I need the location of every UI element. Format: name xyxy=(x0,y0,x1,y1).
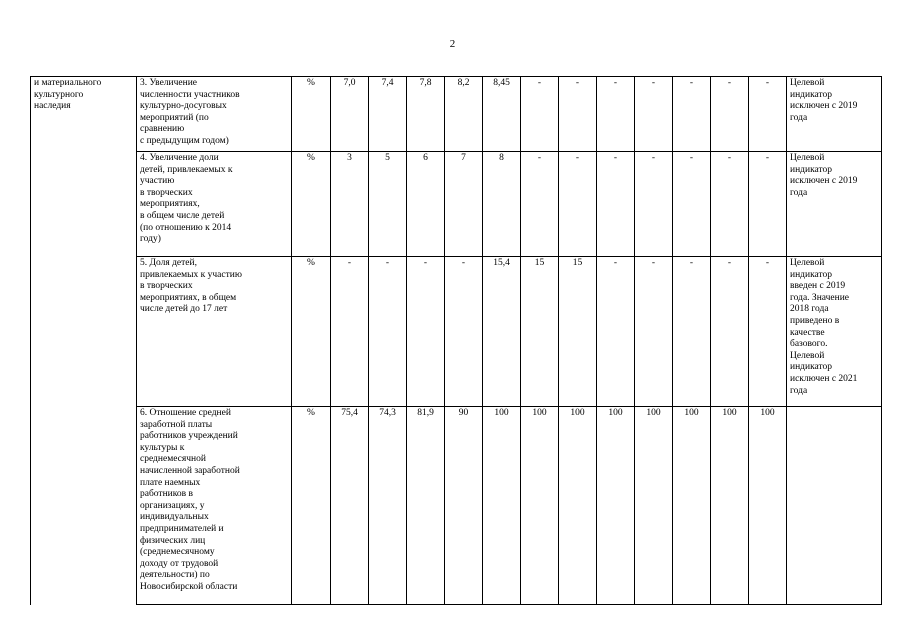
value-cell: 100 xyxy=(749,407,787,605)
value-cell: 100 xyxy=(597,407,635,605)
value-cell: 100 xyxy=(711,407,749,605)
table-row xyxy=(31,257,882,407)
value-cell: 100 xyxy=(521,407,559,605)
value-cell: 74,3 xyxy=(369,407,407,605)
value-cell: 7 xyxy=(445,152,483,257)
note-cell xyxy=(787,407,882,605)
value-cell: 8 xyxy=(483,152,521,257)
value-cell: - xyxy=(635,77,673,152)
value-cell: 100 xyxy=(559,407,597,605)
value-cell: - xyxy=(445,257,483,407)
value-cell: - xyxy=(369,257,407,407)
unit-cell: % xyxy=(292,257,331,407)
value-cell: 6 xyxy=(407,152,445,257)
value-cell: - xyxy=(673,257,711,407)
value-cell: 100 xyxy=(483,407,521,605)
note-cell: Целевой индикатор введен с 2019 года. Значение 2018 года приведено в качестве базового. Целевой индикатор исключен с 2021 года xyxy=(787,257,882,407)
value-cell: 15,4 xyxy=(483,257,521,407)
unit-cell: % xyxy=(292,152,331,257)
value-cell: 90 xyxy=(445,407,483,605)
value-cell: - xyxy=(521,77,559,152)
value-cell: 100 xyxy=(635,407,673,605)
value-cell: 100 xyxy=(673,407,711,605)
unit-cell: % xyxy=(292,407,331,605)
section-name-continuation-cell xyxy=(31,152,137,257)
value-cell: 7,8 xyxy=(407,77,445,152)
note-cell: Целевой индикатор исключен с 2019 года xyxy=(787,152,882,257)
table-row xyxy=(31,152,882,257)
table-row xyxy=(31,77,882,152)
table-row xyxy=(31,407,882,605)
section-name-cell: и материального культурного наследия xyxy=(31,77,137,152)
indicator-name-cell: 5. Доля детей, привлекаемых к участию в творческих мероприятиях, в общем числе детей до 17 лет xyxy=(137,257,292,407)
unit-cell: % xyxy=(292,77,331,152)
value-cell: - xyxy=(749,77,787,152)
section-name-continuation-cell xyxy=(31,257,137,407)
value-cell: - xyxy=(521,152,559,257)
value-cell: 15 xyxy=(559,257,597,407)
note-cell: Целевой индикатор исключен с 2019 года xyxy=(787,77,882,152)
value-cell: 3 xyxy=(331,152,369,257)
value-cell: - xyxy=(559,77,597,152)
value-cell: - xyxy=(635,152,673,257)
indicator-name-cell: 4. Увеличение доли детей, привлекаемых к участию в творческих мероприятиях, в общем числе детей (по отношению к 2014 году) xyxy=(137,152,292,257)
value-cell: - xyxy=(711,152,749,257)
indicator-table xyxy=(30,76,882,605)
value-cell: 75,4 xyxy=(331,407,369,605)
value-cell: - xyxy=(559,152,597,257)
value-cell: - xyxy=(749,152,787,257)
value-cell: 5 xyxy=(369,152,407,257)
indicator-name-cell: 3. Увеличение численности участников культурно-досуговых мероприятий (по сравнению с предыдущим годом) xyxy=(137,77,292,152)
value-cell: - xyxy=(597,152,635,257)
value-cell: - xyxy=(635,257,673,407)
value-cell: - xyxy=(407,257,445,407)
value-cell: 15 xyxy=(521,257,559,407)
value-cell: - xyxy=(673,152,711,257)
value-cell: - xyxy=(331,257,369,407)
value-cell: - xyxy=(597,77,635,152)
value-cell: 7,4 xyxy=(369,77,407,152)
value-cell: 8,2 xyxy=(445,77,483,152)
value-cell: - xyxy=(597,257,635,407)
section-name-continuation-cell xyxy=(31,407,137,605)
value-cell: - xyxy=(711,257,749,407)
indicator-name-cell: 6. Отношение средней заработной платы работников учреждений культуры к среднемесячной начисленной заработной плате наемных работников в организациях, у индивидуальных предпринимателей и физических лиц (среднемесячному доходу от трудовой деятельности) по Новосибирской области xyxy=(137,407,292,605)
value-cell: - xyxy=(673,77,711,152)
value-cell: - xyxy=(749,257,787,407)
value-cell: 7,0 xyxy=(331,77,369,152)
page-number: 2 xyxy=(449,38,456,50)
value-cell: 81,9 xyxy=(407,407,445,605)
value-cell: 8,45 xyxy=(483,77,521,152)
value-cell: - xyxy=(711,77,749,152)
